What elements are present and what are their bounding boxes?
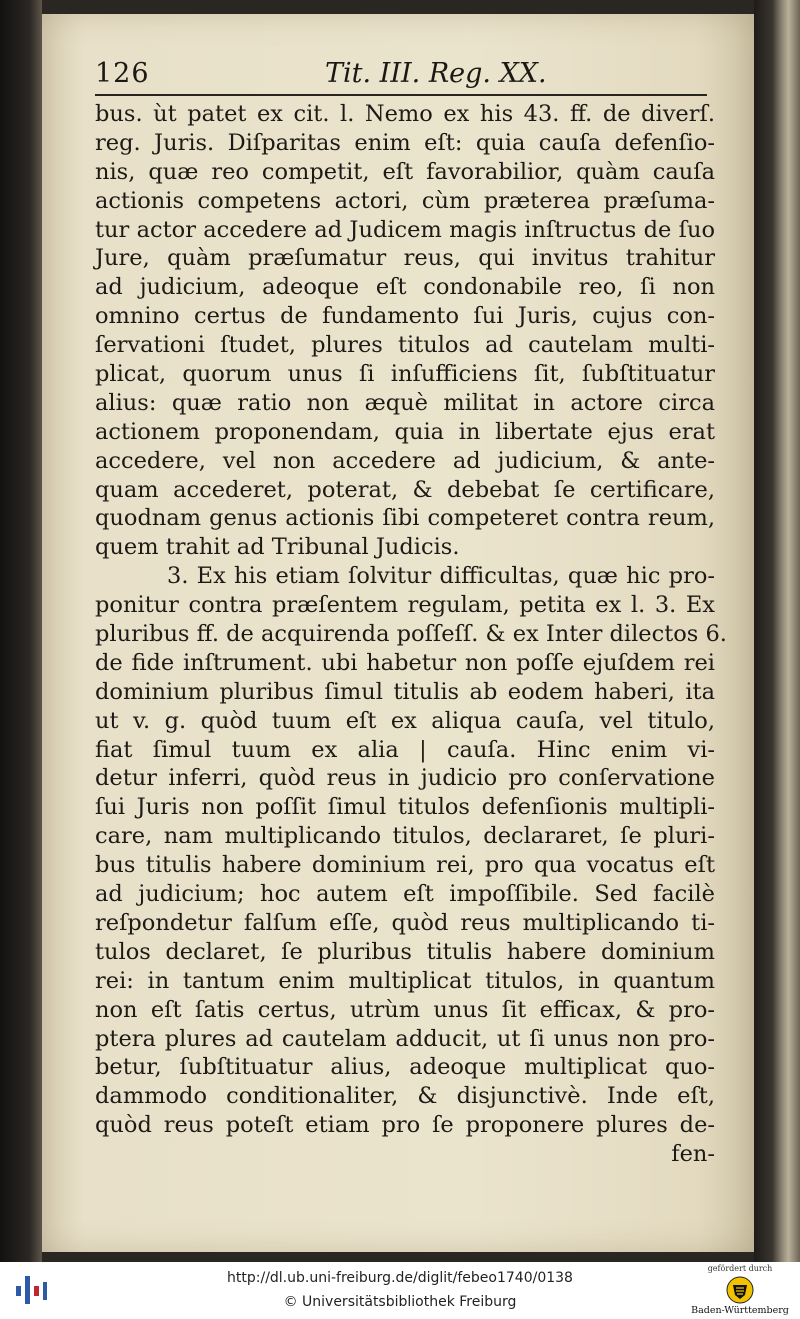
text-line: ſervationi ſtudet, plures titulos ad cautelam multi- — [95, 332, 715, 359]
text-line: 3. Ex his etiam ſolvitur difficultas, quæ hic pro- — [167, 563, 715, 590]
text-line: tulos declaret, ſe pluribus titulis habere dominium — [95, 938, 715, 965]
text-line: tur actor accedere ad Judicem magis inſtructus de ſuo — [95, 216, 715, 243]
text-line: bus. ùt patet ex cit. l. Nemo ex his 43. ff. de diverſ. — [95, 101, 715, 127]
text-line: ſui Juris non poſſit ſimul titulos defenſionis multipli- — [95, 794, 715, 821]
text-line: bus titulis habere dominium rei, pro qua vocatus eſt — [95, 852, 715, 879]
page-number: 126 — [95, 58, 150, 89]
text-line: de fide inſtrument. ubi habetur non poſſe ejuſdem rei — [95, 649, 715, 676]
permalink-url[interactable]: http://dl.ub.uni-freiburg.de/diglit/febeo1740/0138 — [227, 1270, 573, 1286]
text-line: alius: quæ ratio non æquè militat in actore circa — [95, 389, 715, 416]
copyright-notice: © Universitätsbibliothek Freiburg — [283, 1294, 517, 1310]
text-line: ptera plures ad cautelam adducit, ut ſi unus non pro- — [95, 1025, 715, 1052]
text-line: actionem proponendam, quia in libertate ejus erat — [95, 418, 715, 445]
body-text — [95, 100, 727, 1169]
text-line: non eſt ſatis certus, utrùm unus ſit efficax, & pro- — [95, 996, 715, 1023]
text-line: ad judicium; hoc autem eſt impoſſibile. Sed facilè — [95, 881, 715, 908]
text-line: care, nam multiplicando titulos, declararet, ſe pluri- — [95, 823, 715, 850]
text-line: omnino certus de fundamento ſui Juris, cujus con- — [95, 303, 715, 330]
sponsor-badge[interactable] — [690, 1264, 790, 1318]
text-line: rei: in tantum enim multiplicat titulos, in quantum — [95, 967, 715, 994]
text-line: pluribus ff. de acquirenda poſſeſſ. & ex Inter dilectos 6. — [95, 621, 727, 648]
text-line: fen- — [671, 1141, 715, 1168]
text-line: fiat ſimul tuum ex alia | cauſa. Hinc enim vi- — [95, 736, 715, 763]
text-line: accedere, vel non accedere ad judicium, & ante- — [95, 447, 715, 474]
text-line: betur, ſubſtituatur alius, adeoque multiplicat quo- — [95, 1054, 715, 1081]
sponsor-name: Baden-Württemberg — [691, 1305, 789, 1316]
text-line: ponitur contra præſentem regulam, petita ex l. 3. Ex — [95, 592, 715, 619]
page-header — [95, 52, 715, 96]
text-line: quòd reus poteſt etiam pro ſe proponere plures de- — [95, 1112, 715, 1139]
book-gutter — [0, 0, 42, 1262]
header-rule — [95, 94, 707, 96]
text-line: dominium pluribus ſimul titulis ab eodem haberi, ita — [95, 678, 715, 705]
page-edge — [754, 0, 800, 1262]
running-title: Tit. III. Reg. XX. — [325, 58, 547, 89]
state-seal-icon — [726, 1276, 754, 1304]
text-line: plicat, quorum unus ſi inſufficiens ſit, ſubſtituatur — [95, 361, 715, 388]
text-line: dammodo conditionaliter, & disjunctivè. Inde eſt, — [95, 1083, 715, 1110]
text-line: ad judicium, adeoque eſt condonabile reo, ſi non — [95, 274, 715, 301]
sponsor-caption: gefördert durch — [707, 1264, 773, 1273]
text-line: quodnam genus actionis ſibi competeret contra reum, — [95, 505, 715, 532]
text-line: quem trahit ad Tribunal Judicis. — [95, 534, 460, 561]
text-line: reg. Juris. Diſparitas enim eſt: quia cauſa defenſio- — [95, 129, 715, 156]
text-line: Jure, quàm præſumatur reus, qui invitus trahitur — [95, 245, 715, 272]
text-line: nis, quæ reo competit, eſt favorabilior, quàm cauſa — [95, 158, 715, 185]
text-line: actionis competens actori, cùm præterea præſuma- — [95, 187, 715, 214]
text-line: detur inferri, quòd reus in judicio pro conſervatione — [95, 765, 715, 792]
text-line: quam accederet, poterat, & debebat ſe certificare, — [95, 476, 715, 503]
text-line: reſpondetur falſum eſſe, quòd reus multiplicando ti- — [95, 909, 715, 936]
viewer-footer — [0, 1262, 800, 1319]
text-line: ut v. g. quòd tuum eſt ex aliqua cauſa, vel titulo, — [95, 707, 715, 734]
